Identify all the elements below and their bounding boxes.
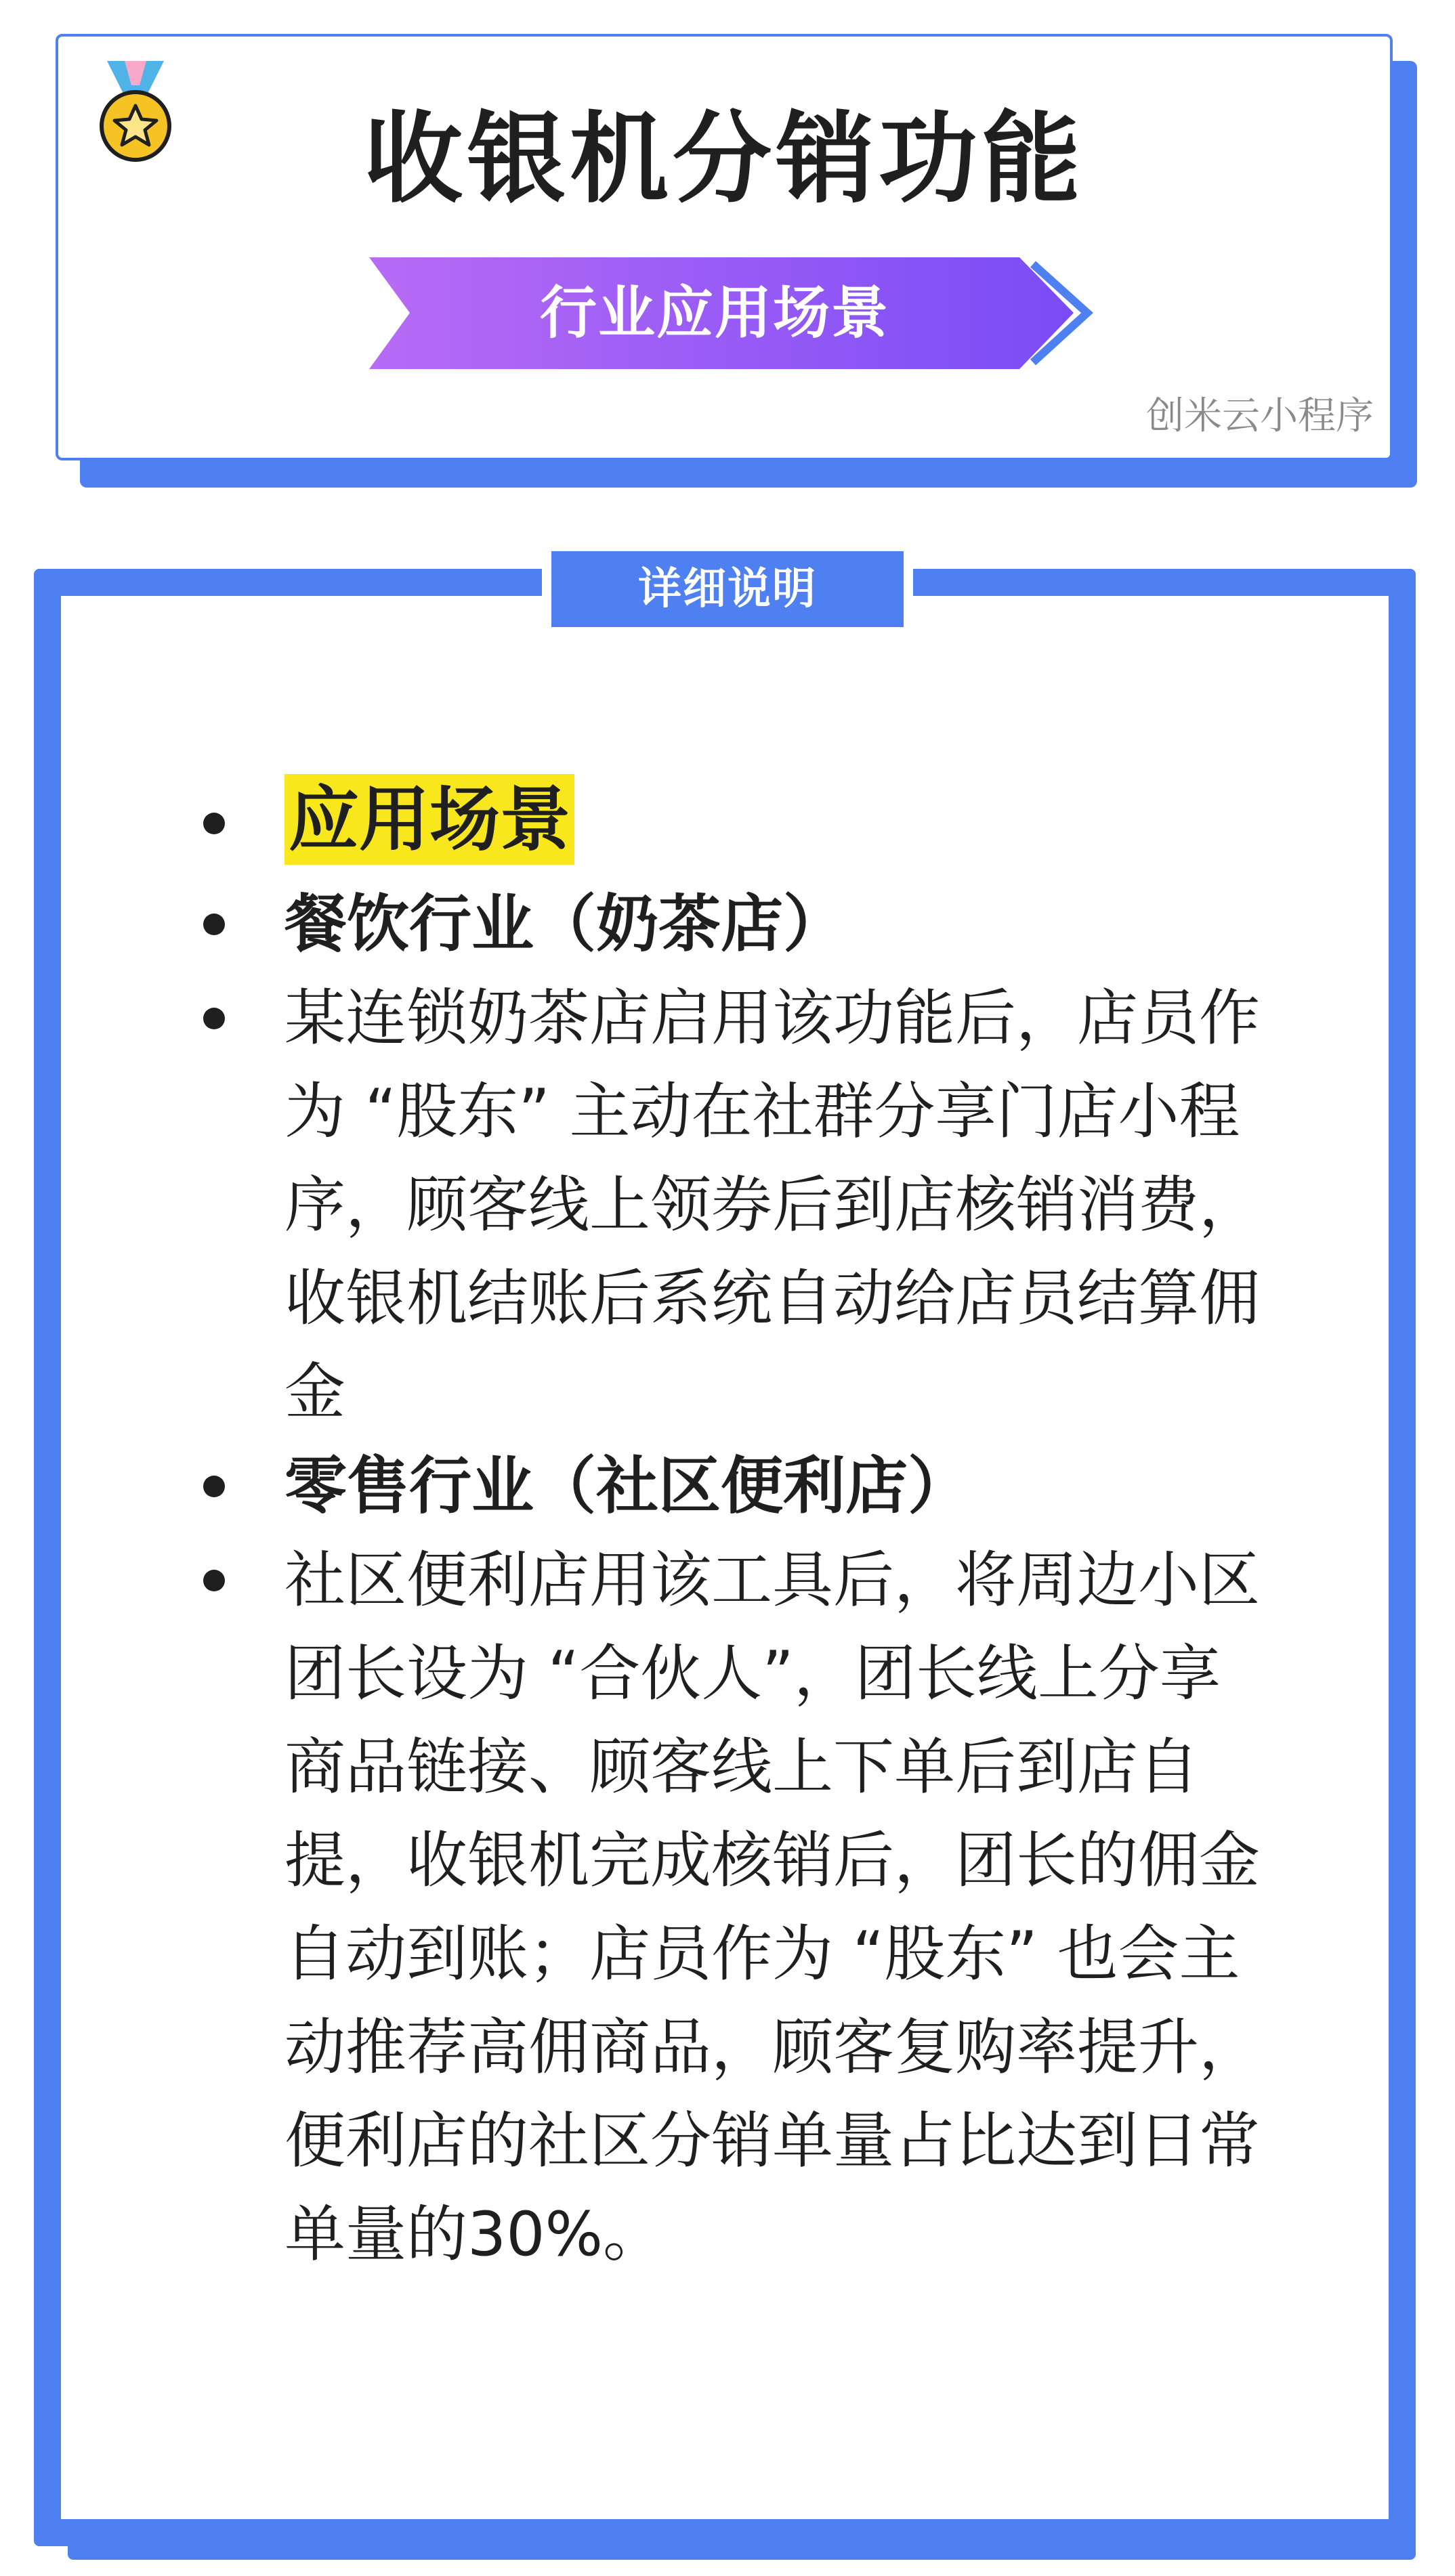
list-item <box>203 877 1260 972</box>
list-item <box>203 1534 1260 2281</box>
ribbon-label: 行业应用场景 <box>539 280 889 346</box>
list-item <box>203 772 1260 870</box>
ribbon-banner <box>369 257 1094 369</box>
detail-tab: 详细说明 <box>542 542 913 637</box>
paragraph: 社区便利店用该工具后，将周边小区团长设为 “合伙人”，团长线上分享商品链接、顾客线上下单后到店自提，收银机完成核销后，团长的佣金自动到账；店员作为 “股东” 也会主动推荐高佣商品，顾客复购率提升，便利店的社区分销单量占比达到日常单量的30%。 <box>284 1545 1260 2270</box>
bullet-icon <box>203 1570 225 1591</box>
page-title: 收银机分销功能 <box>364 102 1084 217</box>
list-item <box>203 1439 1260 1534</box>
list-item <box>203 972 1260 1439</box>
section-heading: 餐饮行业（奶茶店） <box>284 888 846 960</box>
detail-content <box>203 772 1260 2281</box>
paragraph: 某连锁奶茶店启用该功能后，店员作为 “股东” 主动在社群分享门店小程序，顾客线上领券后到店核销消费，收银机结账后系统自动给店员结算佣金 <box>284 983 1260 1427</box>
bullet-icon <box>203 914 225 935</box>
highlighted-heading: 应用场景 <box>284 774 574 865</box>
section-heading: 零售行业（社区便利店） <box>284 1450 971 1522</box>
brand-caption: 创米云小程序 <box>1146 394 1374 438</box>
bullet-icon <box>203 1476 225 1497</box>
bullet-icon <box>203 813 225 834</box>
bullet-icon <box>203 1008 225 1029</box>
